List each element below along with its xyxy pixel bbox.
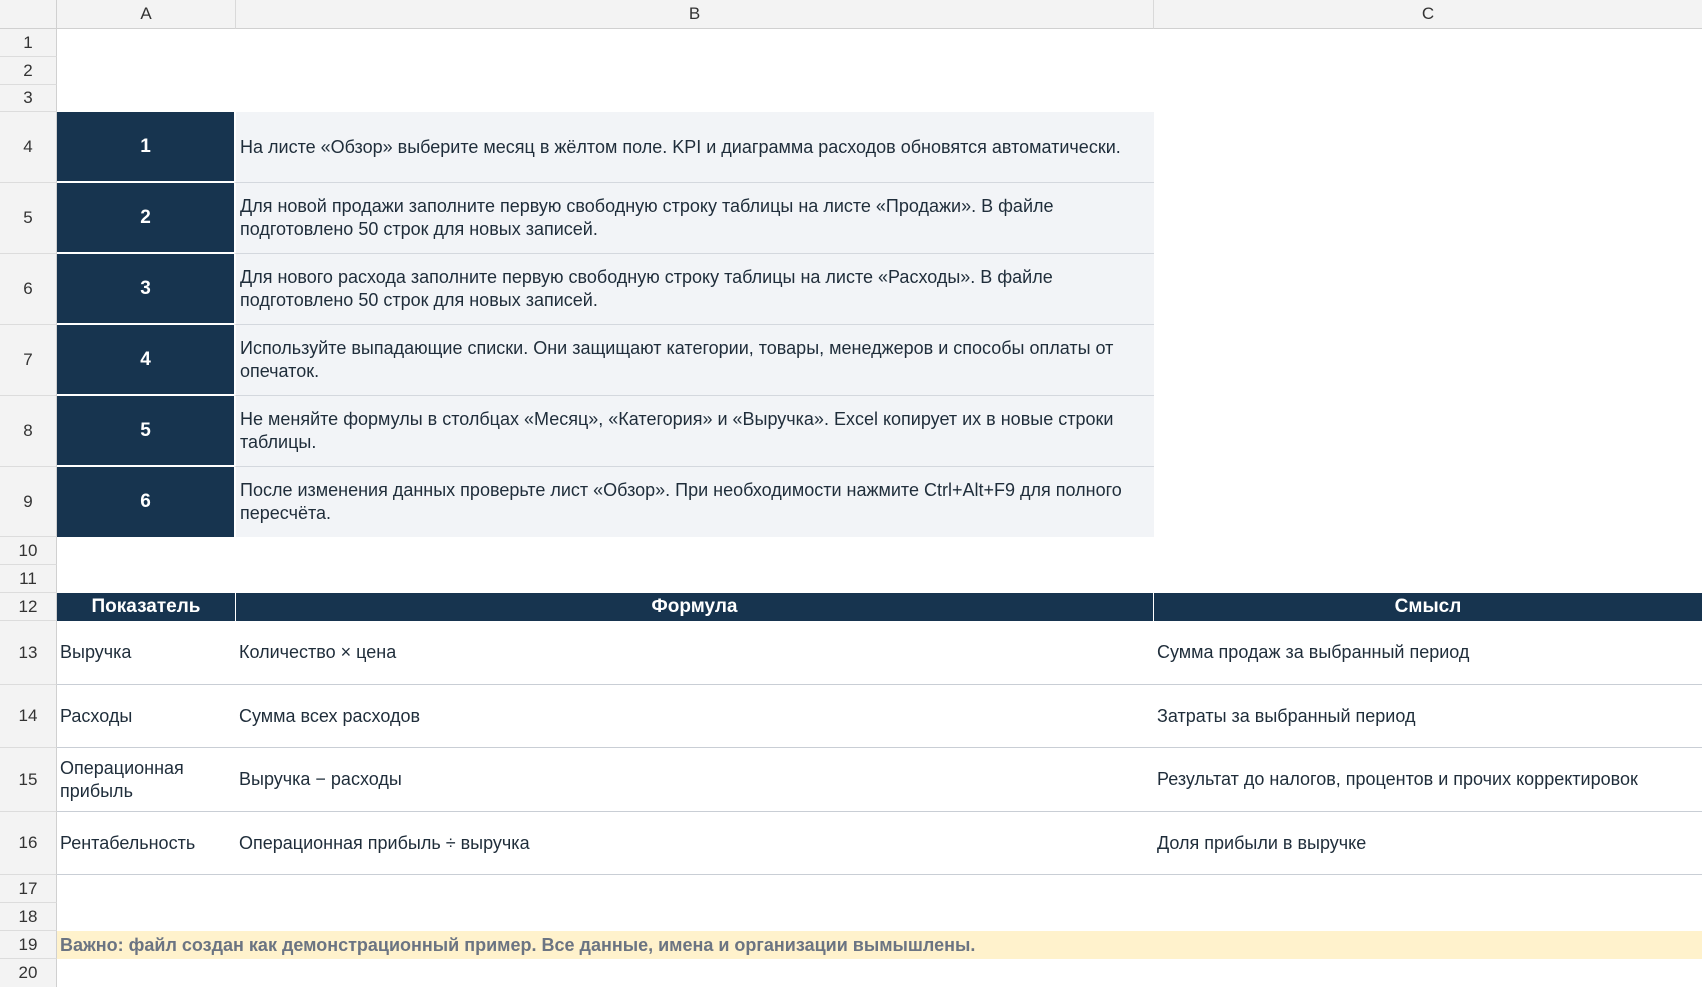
step-text-4[interactable]: Используйте выпадающие списки. Они защищают категории, товары, менеджеров и способы оплаты от опечаток.: [234, 325, 1154, 396]
table-cell-indicator[interactable]: Операционная прибыль: [57, 748, 236, 812]
row-header-14[interactable]: 14: [0, 685, 57, 748]
step-text-3[interactable]: Для нового расхода заполните первую свободную строку таблицы на листе «Расходы». В файле подготовлено 50 строк для новых записей.: [234, 254, 1154, 325]
column-header-b[interactable]: B: [236, 0, 1154, 29]
table-cell-indicator[interactable]: Выручка: [57, 621, 236, 685]
table-header-formula[interactable]: Формула: [236, 593, 1154, 621]
row-header-9[interactable]: 9: [0, 467, 57, 537]
table-cell-formula[interactable]: Выручка − расходы: [236, 748, 1154, 812]
row-header-7[interactable]: 7: [0, 325, 57, 396]
demo-notice[interactable]: Важно: файл создан как демонстрационный пример. Все данные, имена и организации вымышлены.: [57, 931, 1702, 959]
row-header-5[interactable]: 5: [0, 183, 57, 254]
step-text-5[interactable]: Не меняйте формулы в столбцах «Месяц», «Категория» и «Выручка». Excel копирует их в новые строки таблицы.: [234, 396, 1154, 467]
step-number-6[interactable]: 6: [57, 467, 234, 537]
row-header-10[interactable]: 10: [0, 537, 57, 565]
row-header-18[interactable]: 18: [0, 903, 57, 931]
row-header-13[interactable]: 13: [0, 621, 57, 685]
table-cell-formula[interactable]: Операционная прибыль ÷ выручка: [236, 812, 1154, 875]
row-header-11[interactable]: 11: [0, 565, 57, 593]
column-header-a[interactable]: A: [57, 0, 236, 29]
table-cell-meaning[interactable]: Сумма продаж за выбранный период: [1154, 621, 1702, 685]
row-header-1[interactable]: 1: [0, 29, 57, 57]
row-header-19[interactable]: 19: [0, 931, 57, 959]
row-header-8[interactable]: 8: [0, 396, 57, 467]
row-header-17[interactable]: 17: [0, 875, 57, 903]
row-header-15[interactable]: 15: [0, 748, 57, 812]
step-number-5[interactable]: 5: [57, 396, 234, 467]
table-cell-meaning[interactable]: Доля прибыли в выручке: [1154, 812, 1702, 875]
column-header-c[interactable]: C: [1154, 0, 1702, 29]
step-number-2[interactable]: 2: [57, 183, 234, 254]
step-number-1[interactable]: 1: [57, 112, 234, 183]
table-cell-indicator[interactable]: Расходы: [57, 685, 236, 748]
table-cell-meaning[interactable]: Результат до налогов, процентов и прочих корректировок: [1154, 748, 1702, 812]
step-text-6[interactable]: После изменения данных проверьте лист «Обзор». При необходимости нажмите Ctrl+Alt+F9 для полного пересчёта.: [234, 467, 1154, 537]
row-header-6[interactable]: 6: [0, 254, 57, 325]
table-cell-formula[interactable]: Количество × цена: [236, 621, 1154, 685]
row-header-4[interactable]: 4: [0, 112, 57, 183]
step-number-4[interactable]: 4: [57, 325, 234, 396]
row-header-3[interactable]: 3: [0, 85, 57, 112]
table-cell-meaning[interactable]: Затраты за выбранный период: [1154, 685, 1702, 748]
select-all-corner[interactable]: [0, 0, 57, 29]
table-cell-indicator[interactable]: Рентабельность: [57, 812, 236, 875]
table-cell-formula[interactable]: Сумма всех расходов: [236, 685, 1154, 748]
table-header-indicator[interactable]: Показатель: [57, 593, 236, 621]
row-header-12[interactable]: 12: [0, 593, 57, 621]
row-header-16[interactable]: 16: [0, 812, 57, 875]
table-header-meaning[interactable]: Смысл: [1154, 593, 1702, 621]
step-text-2[interactable]: Для новой продажи заполните первую свободную строку таблицы на листе «Продажи». В файле подготовлено 50 строк для новых записей.: [234, 183, 1154, 254]
row-header-2[interactable]: 2: [0, 57, 57, 85]
step-number-3[interactable]: 3: [57, 254, 234, 325]
step-text-1[interactable]: На листе «Обзор» выберите месяц в жёлтом поле. KPI и диаграмма расходов обновятся автоматически.: [234, 112, 1154, 183]
row-header-20[interactable]: 20: [0, 959, 57, 987]
